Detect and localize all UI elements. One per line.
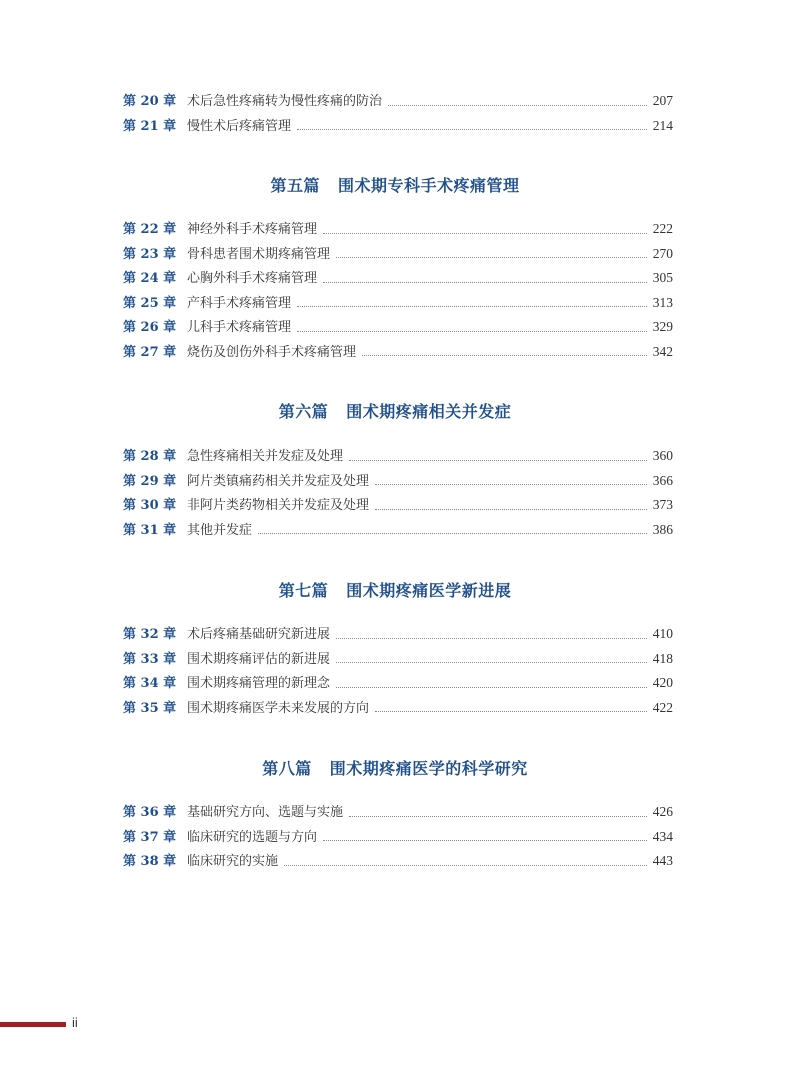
chapter-page: 366 (652, 472, 673, 488)
part-heading (0, 756, 790, 779)
chapter-number: 第 26 章 (123, 320, 177, 335)
toc-section-part-7 (123, 622, 673, 720)
toc-entry[interactable] (123, 518, 673, 543)
chapter-page: 214 (652, 117, 673, 133)
dot-leader (297, 306, 647, 307)
dot-leader (336, 662, 647, 663)
toc-entry[interactable] (123, 266, 673, 291)
chapter-page: 270 (652, 245, 673, 261)
chapter-title: 临床研究的选题与方向 (187, 829, 318, 845)
chapter-title: 儿科手术疼痛管理 (187, 320, 292, 335)
chapter-number: 第 38 章 (123, 854, 177, 869)
dot-leader (297, 129, 647, 130)
chapter-page: 410 (652, 626, 673, 641)
chapter-page: 418 (652, 650, 673, 666)
chapter-page: 313 (652, 294, 673, 310)
chapter-number: 第 24 章 (123, 271, 177, 286)
toc-entry[interactable] (123, 671, 673, 696)
chapter-page: 420 (652, 675, 673, 690)
chapter-page: 386 (652, 521, 673, 537)
chapter-page: 434 (652, 828, 673, 844)
dot-leader (375, 711, 647, 712)
chapter-title: 神经外科手术疼痛管理 (187, 222, 318, 237)
chapter-number: 第 33 章 (123, 651, 177, 667)
footer-accent-bar (0, 1022, 66, 1027)
chapter-page: 422 (652, 699, 673, 715)
chapter-page: 373 (652, 497, 673, 512)
toc-section-part-5 (123, 217, 673, 364)
chapter-page: 426 (652, 804, 673, 819)
chapter-title: 术后疼痛基础研究新进展 (187, 627, 331, 642)
chapter-title: 围术期疼痛评估的新进展 (187, 651, 331, 667)
chapter-title: 非阿片类药物相关并发症及处理 (187, 498, 370, 513)
part-heading (0, 578, 790, 601)
part-title: 围术期疼痛医学的科学研究 (329, 759, 528, 778)
toc-entry[interactable] (123, 622, 673, 647)
chapter-page: 329 (652, 319, 673, 334)
dot-leader (336, 687, 647, 688)
dot-leader (349, 816, 647, 817)
part-title: 围术期疼痛医学新进展 (346, 581, 512, 600)
chapter-page: 305 (652, 270, 673, 285)
chapter-title: 骨科患者围术期疼痛管理 (187, 246, 331, 262)
part-title: 围术期疼痛相关并发症 (346, 402, 512, 421)
chapter-title: 急性疼痛相关并发症及处理 (187, 449, 344, 464)
part-heading (0, 399, 790, 422)
chapter-number: 第 27 章 (123, 344, 177, 360)
toc-section-part-8 (123, 800, 673, 874)
dot-leader (323, 840, 647, 841)
dot-leader (323, 233, 647, 234)
chapter-title: 烧伤及创伤外科手术疼痛管理 (187, 344, 357, 360)
part-label: 第七篇 (278, 581, 329, 600)
chapter-number: 第 25 章 (123, 295, 177, 311)
chapter-page: 222 (652, 221, 673, 236)
chapter-title: 术后急性疼痛转为慢性疼痛的防治 (187, 94, 383, 109)
toc-entry[interactable] (123, 444, 673, 469)
toc-section-continued (123, 89, 673, 138)
chapter-title: 基础研究方向、选题与实施 (187, 805, 344, 820)
chapter-number: 第 23 章 (123, 246, 177, 262)
toc-entry[interactable] (123, 825, 673, 850)
chapter-title: 临床研究的实施 (187, 854, 279, 869)
chapter-number: 第 20 章 (123, 94, 177, 109)
part-heading (0, 173, 790, 196)
chapter-title: 产科手术疼痛管理 (187, 295, 292, 311)
chapter-title: 其他并发症 (187, 522, 253, 538)
toc-entry[interactable] (123, 493, 673, 518)
chapter-title: 心胸外科手术疼痛管理 (187, 271, 318, 286)
toc-entry[interactable] (123, 114, 673, 139)
dot-leader (375, 484, 647, 485)
chapter-number: 第 28 章 (123, 449, 177, 464)
dot-leader (297, 331, 647, 332)
toc-entry[interactable] (123, 89, 673, 114)
page-number: ii (72, 1015, 78, 1030)
dot-leader (362, 355, 647, 356)
chapter-number: 第 35 章 (123, 700, 177, 716)
chapter-page: 360 (652, 448, 673, 463)
toc-entry[interactable] (123, 469, 673, 494)
toc-entry[interactable] (123, 849, 673, 874)
part-title: 围术期专科手术疼痛管理 (338, 176, 520, 195)
toc-entry[interactable] (123, 291, 673, 316)
dot-leader (375, 509, 647, 510)
toc-entry[interactable] (123, 340, 673, 365)
chapter-number: 第 22 章 (123, 222, 177, 237)
dot-leader (258, 533, 647, 534)
toc-entry[interactable] (123, 242, 673, 267)
toc-entry[interactable] (123, 696, 673, 721)
chapter-title: 慢性术后疼痛管理 (187, 118, 292, 134)
dot-leader (349, 460, 647, 461)
chapter-number: 第 37 章 (123, 829, 177, 845)
chapter-page: 207 (652, 93, 673, 108)
chapter-title: 围术期疼痛管理的新理念 (187, 676, 331, 691)
toc-section-part-6 (123, 444, 673, 542)
dot-leader (323, 282, 647, 283)
chapter-page: 443 (652, 853, 673, 868)
chapter-number: 第 34 章 (123, 676, 177, 691)
dot-leader (336, 257, 647, 258)
toc-entry[interactable] (123, 315, 673, 340)
toc-entry[interactable] (123, 647, 673, 672)
chapter-page: 342 (652, 343, 673, 359)
chapter-title: 阿片类镇痛药相关并发症及处理 (187, 473, 370, 489)
chapter-number: 第 29 章 (123, 473, 177, 489)
chapter-number: 第 32 章 (123, 627, 177, 642)
chapter-number: 第 36 章 (123, 805, 177, 820)
toc-entry[interactable] (123, 800, 673, 825)
chapter-number: 第 30 章 (123, 498, 177, 513)
part-label: 第八篇 (262, 759, 312, 778)
chapter-title: 围术期疼痛医学未来发展的方向 (187, 700, 370, 716)
part-label: 第五篇 (270, 176, 320, 195)
toc-entry[interactable] (123, 217, 673, 242)
dot-leader (388, 105, 647, 106)
chapter-number: 第 31 章 (123, 522, 177, 538)
chapter-number: 第 21 章 (123, 118, 177, 134)
dot-leader (336, 638, 647, 639)
dot-leader (284, 865, 647, 866)
part-label: 第六篇 (278, 402, 329, 421)
